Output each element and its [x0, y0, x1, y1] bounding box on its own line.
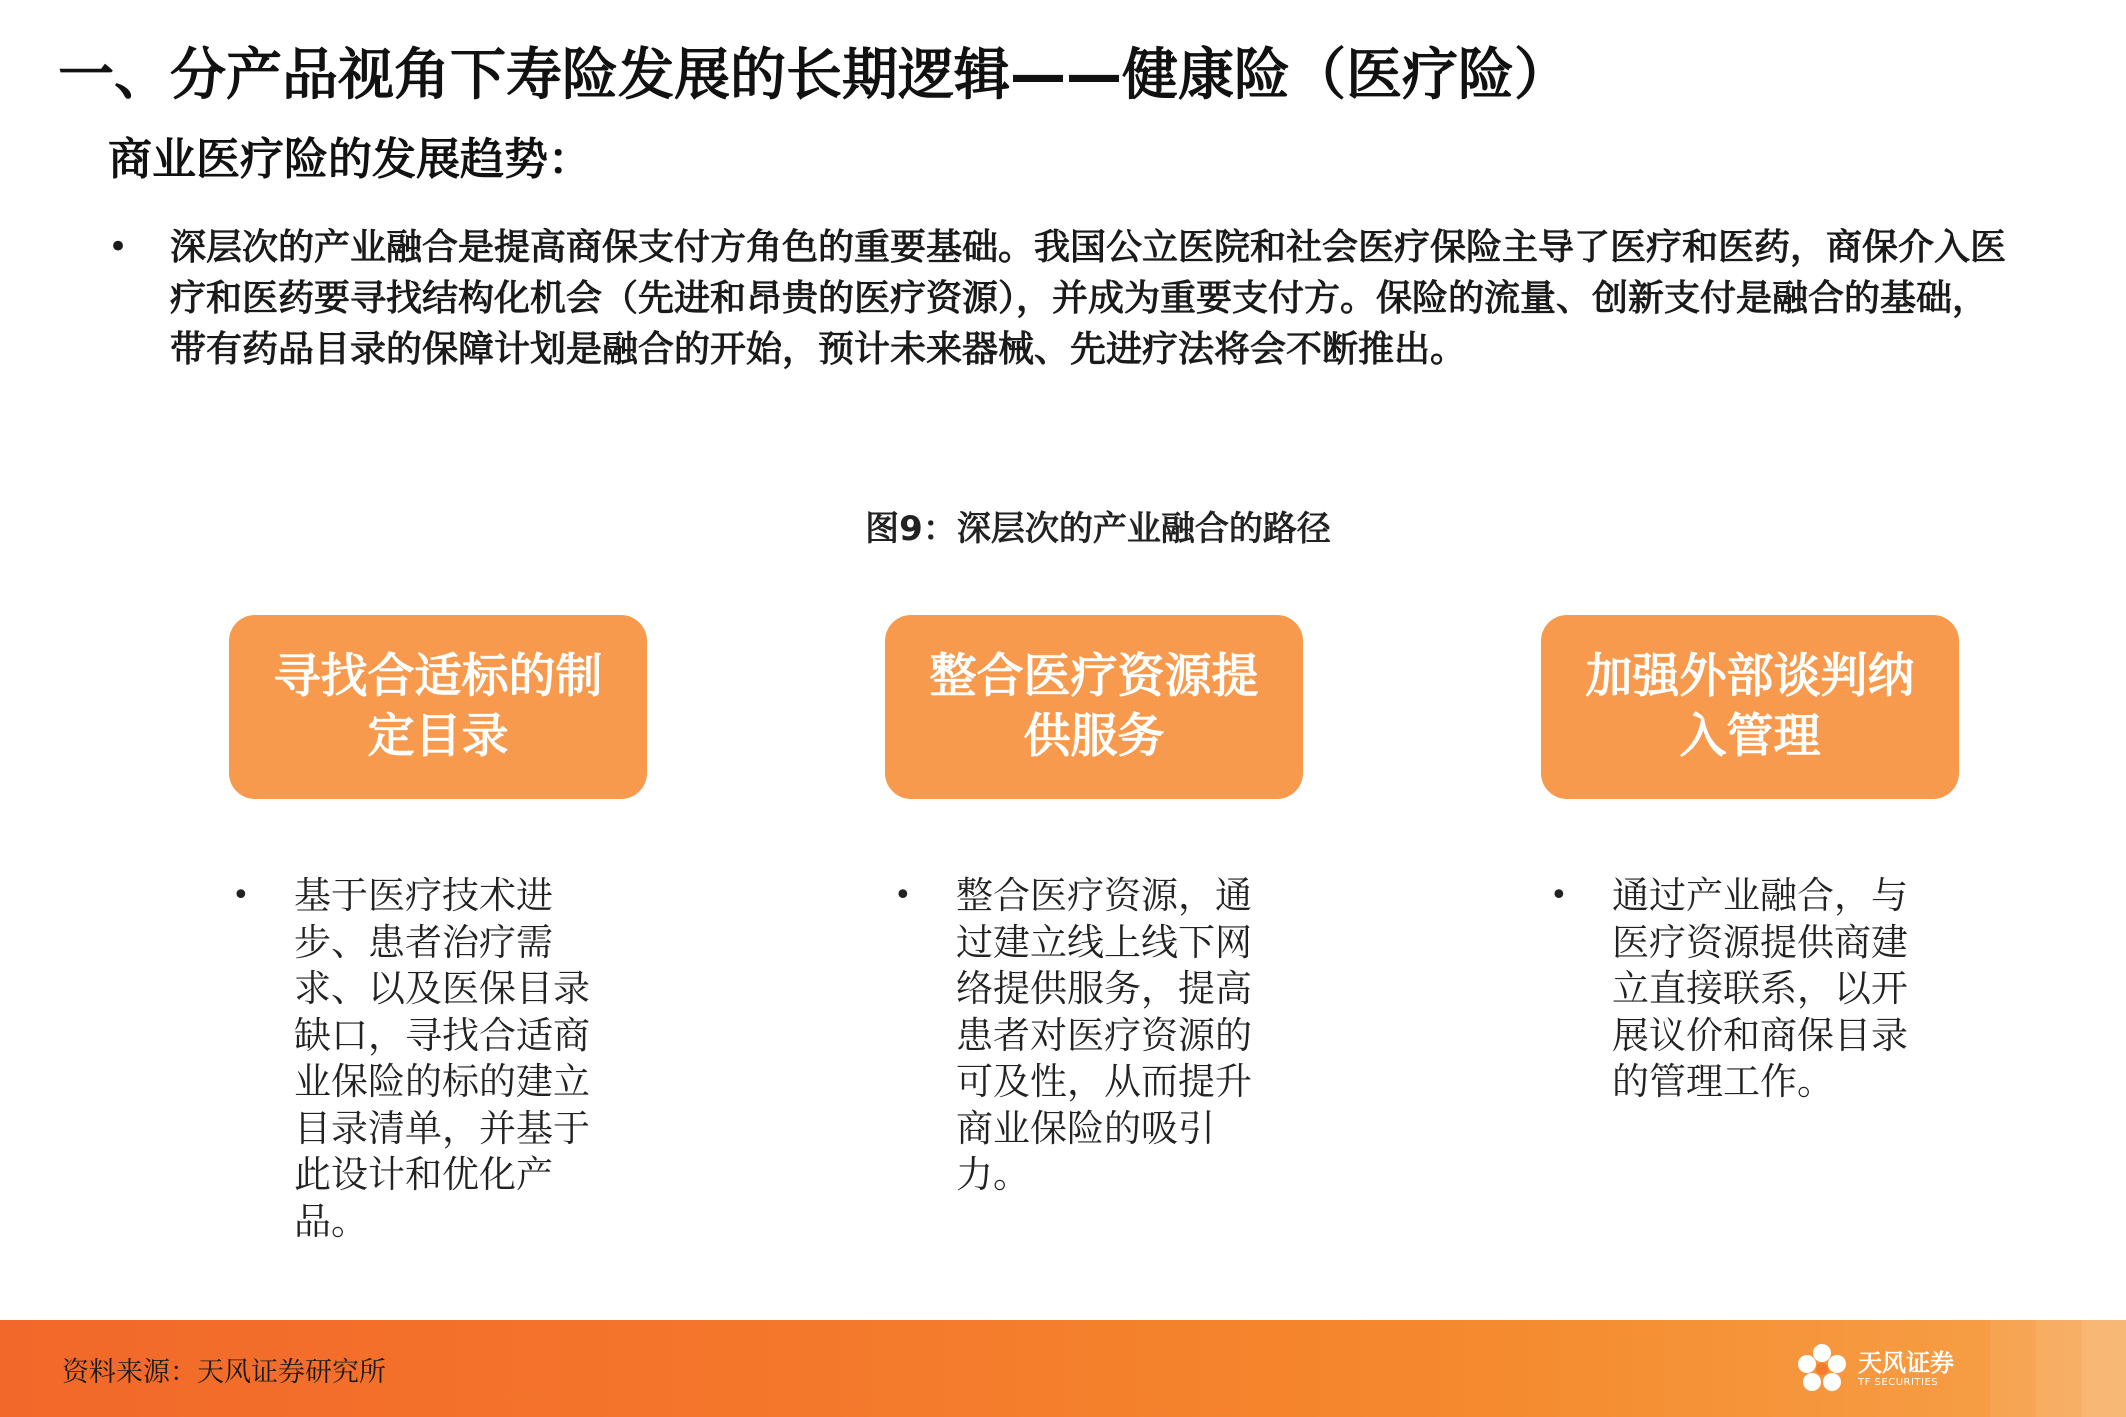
step-text-3: 通过产业融合，与医疗资源提供商建立直接联系，以开展议价和商保目录的管理工作。: [1612, 874, 1908, 1103]
bullet-dot: •: [108, 227, 129, 267]
footer-decor-tile: [2082, 1320, 2126, 1417]
step-text-1: 基于医疗技术进步、患者治疗需求、以及医保目录缺口，寻找合适商业保险的标的建立目录清单，并基于此设计和优化产品。: [294, 874, 590, 1243]
figure-caption: 图9：深层次的产业融合的路径: [865, 509, 1331, 549]
source-note: 资料来源：天风证券研究所: [62, 1357, 386, 1388]
section-subtitle: 商业医疗险的发展趋势：: [108, 134, 592, 185]
logo-name-en: TF SECURITIES: [1858, 1377, 1939, 1388]
footer-bar: [0, 1320, 2126, 1417]
footer-decor-tile: [2036, 1320, 2082, 1417]
step-box-2: [885, 615, 1303, 799]
bullet-dot: •: [232, 878, 250, 913]
flower-logo-icon: [1792, 1339, 1852, 1399]
step-text-2: 整合医疗资源，通过建立线上线下网络提供服务，提高患者对医疗资源的可及性，从而提升商业保险的吸引力。: [956, 874, 1252, 1196]
company-logo: [1792, 1334, 1954, 1404]
bullet-dot: •: [894, 878, 912, 913]
step-title-3: 加强外部谈判纳入管理: [1585, 649, 1915, 764]
step-box-1: [229, 615, 647, 799]
page-title: 一、分产品视角下寿险发展的长期逻辑——健康险（医疗险）: [58, 43, 1570, 108]
step-box-3: [1541, 615, 1959, 799]
intro-text: 深层次的产业融合是提高商保支付方角色的重要基础。我国公立医院和社会医疗保险主导了医疗和医药，商保介入医疗和医药要寻找结构化机会（先进和昂贵的医疗资源），并成为重要支付方。保险的流量、创新支付是融合的基础，带有药品目录的保障计划是融合的开始，预计未来器械、先进疗法将会不断推出。: [170, 227, 2007, 370]
bullet-dot: •: [1550, 878, 1568, 913]
logo-name-cn: 天风证券: [1858, 1349, 1954, 1377]
step-title-2: 整合医疗资源提供服务: [929, 649, 1259, 764]
logo-text: [1858, 1349, 1954, 1389]
step-title-1: 寻找合适标的制定目录: [273, 649, 603, 764]
footer-decor-tile: [1990, 1320, 2036, 1417]
